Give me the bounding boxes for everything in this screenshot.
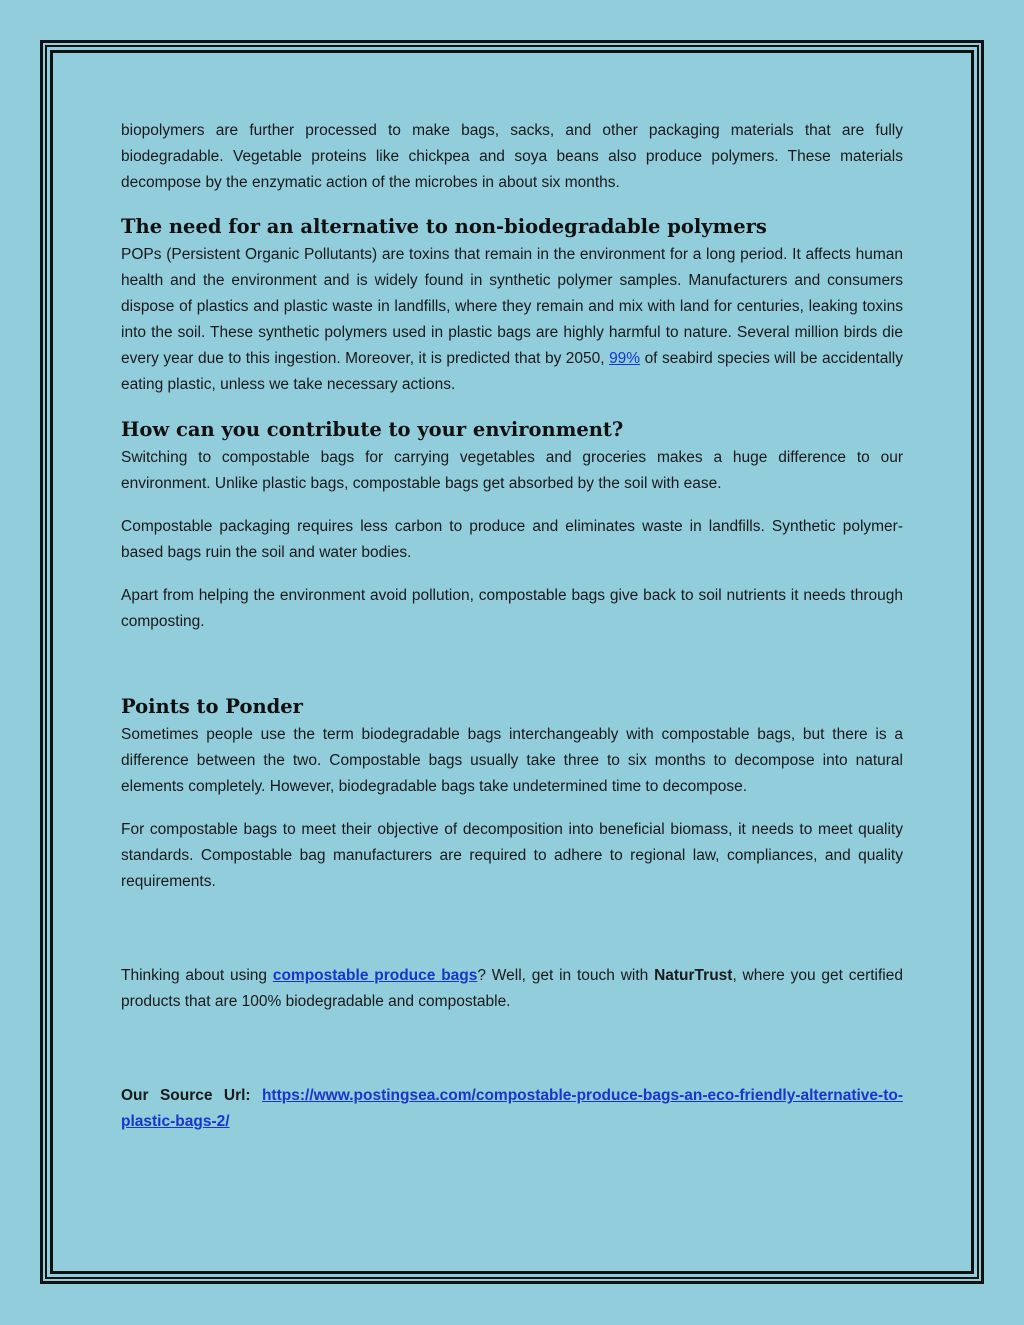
pops-text-start: POPs (Persistent Organic Pollutants) are toxins that remain in the environment for a long period. It affects human health and the environment and is widely found in synthetic polymer samples. Manufacturers and consumers dispose of plastics and plastic waste in landfills, where they remain and mix with land for centuries, leaking toxins into the soil. These synthetic polymers used in plastic bags are highly harmful to nature. Several million birds die every year due to this ingestion. Moreover, it is predicted that by 2050, — [121, 246, 903, 367]
brand-name: NaturTrust — [654, 967, 733, 984]
contribute-paragraph-3: Apart from helping the environment avoid pollution, compostable bags give back to soil nutrients it needs through composting. — [121, 587, 903, 630]
section-paragraph-pops — [121, 242, 903, 398]
ponder-paragraph-1: Sometimes people use the term biodegradable bags interchangeably with compostable bags, but there is a difference between the two. Compostable bags usually take three to six months to decompose into natural elements completely. However, biodegradable bags take undetermined time to decompose. — [121, 726, 903, 795]
source-url-link[interactable]: https://www.postingsea.com/compostable-produce-bags-an-eco-friendly-alternative-to-plastic-bags-2/ — [121, 1087, 903, 1130]
pops-text-end: of seabird species will be accidentally eating plastic, unless we take necessary actions. — [121, 350, 903, 393]
cta-text-middle: ? Well, get in touch with — [477, 967, 655, 984]
contribute-paragraph-1: Switching to compostable bags for carrying vegetables and groceries makes a huge difference to our environment. Unlike plastic bags, compostable bags get absorbed by the soil with ease. — [121, 449, 903, 492]
cta-text-end: , where you get certified products that are 100% biodegradable and compostable. — [121, 967, 903, 1010]
cta-paragraph — [121, 963, 903, 1015]
section-heading-contribute: How can you contribute to your environment? — [121, 418, 624, 441]
spacer — [121, 1032, 903, 1083]
statistic-link[interactable]: 99% — [609, 350, 641, 367]
ponder-paragraph-2: For compostable bags to meet their objective of decomposition into beneficial biomass, it needs to meet quality standards. Compostable bag manufacturers are required to adhere to regional law, compliances, and quality requirements. — [121, 821, 903, 890]
section-heading-ponder: Points to Ponder — [121, 695, 303, 718]
spacer — [121, 912, 903, 963]
contribute-paragraph-2: Compostable packaging requires less carbon to produce and eliminates waste in landfills. Synthetic polymer-based bags ruin the soil and water bodies. — [121, 518, 903, 561]
compostable-bags-link[interactable]: compostable produce bags — [272, 967, 478, 984]
section-heading-alternative: The need for an alternative to non-biodegradable polymers — [121, 215, 767, 238]
document-body — [121, 118, 903, 1152]
spacer — [121, 652, 903, 692]
source-paragraph — [121, 1083, 903, 1135]
source-label: Our Source Url: — [121, 1087, 262, 1104]
intro-paragraph: biopolymers are further processed to make bags, sacks, and other packaging materials that are fully biodegradable. Vegetable proteins like chickpea and soya beans also produce polymers. These materials decompose by the enzymatic action of the microbes in about six months. — [121, 122, 903, 191]
cta-text-start: Thinking about using — [121, 967, 273, 984]
